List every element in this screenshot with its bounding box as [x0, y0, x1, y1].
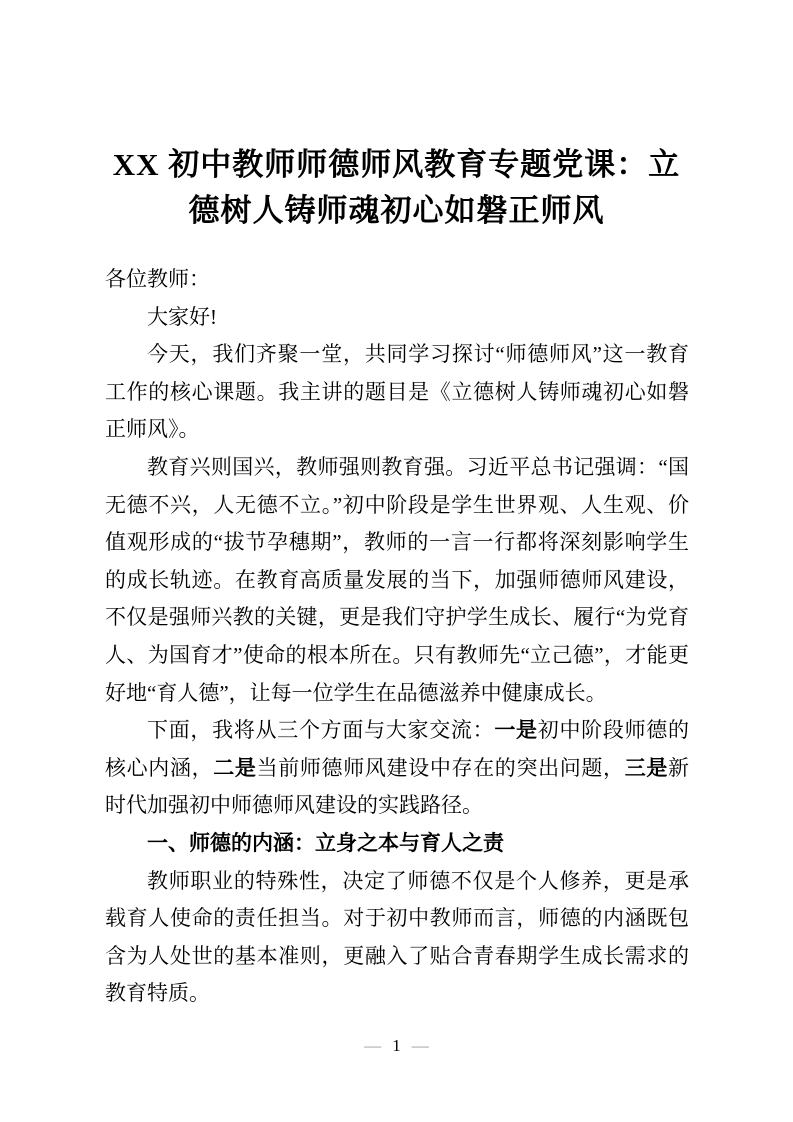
emphasis-text: 一是 [494, 718, 538, 743]
text-run: 各位教师： [105, 267, 210, 291]
emphasis-text: 三是 [624, 755, 669, 780]
text-run: 当前师德师风建设中存在的突出问题， [256, 755, 625, 780]
paragraph [105, 863, 689, 1013]
emphasis-text: 一、师德的内涵：立身之本与育人之责 [147, 830, 504, 855]
document-title [104, 142, 689, 234]
text-run: 下面，我将从三个方面与大家交流： [147, 718, 495, 743]
paragraph [105, 336, 689, 449]
title-line-1: XX 初中教师师德师风教育专题党课：立 [112, 147, 681, 182]
emphasis-text: 二是 [213, 755, 257, 780]
section-heading [105, 825, 689, 863]
document-body [105, 261, 689, 1013]
text-run: 今天，我们齐聚一堂，共同学习探讨“师德师风”这一教育工作的核心课题。我主讲的题目是《立德树人铸师魂初心如磐正师风》。 [105, 342, 689, 442]
footer-dash-left: — [364, 1036, 382, 1055]
text-run: 初中阶段师德的核心内涵， [105, 718, 690, 780]
page-number: 1 [392, 1036, 401, 1055]
text-run: 大家好! [147, 304, 217, 329]
text-run: 教育兴则国兴，教师强则教育强。习近平总书记强调：“国无德不兴，人无德不立。”初中阶段是学生世界观、人生观、价值观形成的“拔节孕穗期”，教师的一言一行都将深刻影响学生的成长轨迹。在教育高质量发展的当下，加强师德师风建设，不仅是强师兴教的关键，更是我们守护学生成长、履行“为党育人、为国育才”使命的根本所在。只有教师先“立己德”，才能更好地“育人德”，让每一位学生在品德滋养中健康成长。 [105, 454, 689, 705]
text-run: 教师职业的特殊性，决定了师德不仅是个人修养，更是承载育人使命的责任担当。对于初中教师而言，师德的内涵既包含为人处世的基本准则，更融入了贴合青春期学生成长需求的教育特质。 [105, 868, 689, 1006]
title-line-2: 德树人铸师魂初心如磐正师风 [188, 193, 605, 228]
paragraph [105, 299, 689, 337]
paragraph [105, 449, 689, 712]
paragraph [105, 712, 689, 825]
page-footer [0, 1035, 793, 1057]
footer-dash-right: — [411, 1036, 429, 1055]
text-run: 新时代加强初中师德师风建设的实践路径。 [105, 755, 690, 818]
paragraph [105, 261, 689, 299]
